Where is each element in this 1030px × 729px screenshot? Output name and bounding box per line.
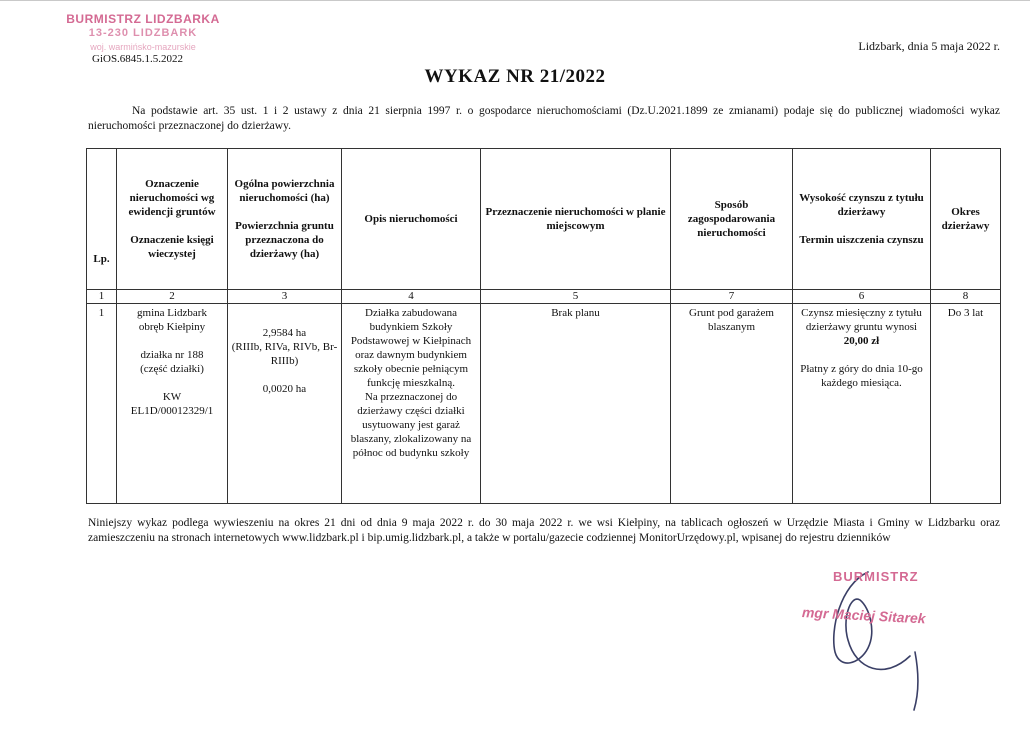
column-number: 3 xyxy=(228,290,342,304)
property-table xyxy=(86,148,1001,504)
column-number-row xyxy=(87,290,1001,304)
cell-kw-number: EL1D/00012329/1 xyxy=(130,405,214,417)
stamp-line-1: BURMISTRZ LIDZBARKA xyxy=(66,12,220,26)
header-okres: Okres dzierżawy xyxy=(931,149,1001,290)
cell-lp: 1 xyxy=(87,304,117,504)
stamp-line-2: 13-230 LIDZBARK xyxy=(88,27,198,39)
header-oznaczenie xyxy=(117,149,228,290)
page-top-edge xyxy=(0,0,1030,1)
cell-opis-2: Na przeznaczonej do dzierżawy części działki usytuowany jest garaż blaszany, zlokalizowany na północ od budynku szkoły xyxy=(350,391,472,459)
cell-czynsz-text: Czynsz miesięczny z tytułu dzierżawy gruntu wynosi xyxy=(801,307,922,333)
table-header-row xyxy=(87,149,1001,290)
cell-czesc: (część działki) xyxy=(140,363,204,375)
header-czynsz-termin: Termin uiszczenia czynszu xyxy=(799,234,924,246)
cell-czynsz xyxy=(793,304,931,504)
column-number: 1 xyxy=(87,290,117,304)
reference-number: GiOS.6845.1.5.2022 xyxy=(92,53,184,65)
cell-dzialka: działka nr 188 xyxy=(140,349,204,361)
header-oznaczenie-ewidencja: Oznaczenie nieruchomości wg ewidencji gruntów xyxy=(128,178,216,218)
cell-przeznaczenie: Brak planu xyxy=(481,304,671,504)
intro-paragraph: Na podstawie art. 35 ust. 1 i 2 ustawy z dnia 21 sierpnia 1997 r. o gospodarce nieruchomościami (Dz.U.2021.1899 ze zmianami) podaje się do publicznej wiadomości wykaz nieruchomości przeznaczonej do dzierżawy. xyxy=(88,105,1000,132)
cell-area-classes: (RIIIb, RIVa, RIVb, Br-RIIIb) xyxy=(231,341,338,367)
header-powierzchnia xyxy=(228,149,342,290)
cell-opis xyxy=(342,304,481,504)
header-powierzchnia-ogolna: Ogólna powierzchnia nieruchomości (ha) xyxy=(234,178,335,204)
column-number: 4 xyxy=(342,290,481,304)
cell-oznaczenie xyxy=(117,304,228,504)
cell-czynsz-amount: 20,00 zł xyxy=(843,335,880,347)
cell-powierzchnia xyxy=(228,304,342,504)
header-sposob: Sposób zagospodarowania nieruchomości xyxy=(671,149,793,290)
office-stamp xyxy=(58,12,228,54)
handwritten-signature xyxy=(790,560,990,720)
table-row xyxy=(87,304,1001,504)
column-number: 6 xyxy=(793,290,931,304)
cell-okres: Do 3 lat xyxy=(931,304,1001,504)
cell-termin: Płatny z góry do dnia 10-go każdego miesiąca. xyxy=(800,363,923,389)
header-opis: Opis nieruchomości xyxy=(342,149,481,290)
stamp-line-3: woj. warmińsko-mazurskie xyxy=(90,42,196,52)
cell-obreb: obręb Kiełpiny xyxy=(138,321,206,333)
signature-title-stamp: BURMISTRZ xyxy=(833,569,919,584)
header-czynsz xyxy=(793,149,931,290)
footer-paragraph: Niniejszy wykaz podlega wywieszeniu na okres 21 dni od dnia 9 maja 2022 r. do 30 maja 2022 r. we wsi Kiełpiny, na tablicach ogłoszeń w Urzędzie Miasta i Gminy w Lidzbarku oraz zamieszczeniu na stronach internetowych www.lidzbark.pl i bip.umig.lidzbark.pl, a także w portalu/gazecie codziennej MonitorUrzędowy.pl, wpisanej do rejestru dzienników xyxy=(88,517,1000,544)
column-number: 5 xyxy=(481,290,671,304)
header-lp: Lp. xyxy=(87,149,117,290)
header-przeznaczenie: Przeznaczenie nieruchomości w planie miejscowym xyxy=(481,149,671,290)
cell-kw-label: KW xyxy=(162,391,182,403)
column-number: 8 xyxy=(931,290,1001,304)
signature-name-stamp: mgr Maciej Sitarek xyxy=(801,604,926,627)
cell-sposob: Grunt pod garażem blaszanym xyxy=(671,304,793,504)
column-number: 7 xyxy=(671,290,793,304)
header-powierzchnia-dzierzawy: Powierzchnia gruntu przeznaczona do dzierżawy (ha) xyxy=(235,220,334,260)
place-date: Lidzbark, dnia 5 maja 2022 r. xyxy=(858,39,1000,53)
document-title: WYKAZ NR 21/2022 xyxy=(424,66,606,87)
column-number: 2 xyxy=(117,290,228,304)
header-czynsz-wysokosc: Wysokość czynszu z tytułu dzierżawy xyxy=(799,192,924,218)
header-oznaczenie-ksiega: Oznaczenie księgi wieczystej xyxy=(130,234,214,260)
cell-gmina: gmina Lidzbark xyxy=(137,307,207,319)
cell-area-lease: 0,0020 ha xyxy=(262,383,307,395)
cell-area-total: 2,9584 ha xyxy=(262,327,307,339)
cell-opis-1: Działka zabudowana budynkiem Szkoły Podstawowej w Kiełpinach oraz dawnym budynkiem szkoły obecnie pełniącym funkcję mieszkalną. xyxy=(350,307,472,389)
